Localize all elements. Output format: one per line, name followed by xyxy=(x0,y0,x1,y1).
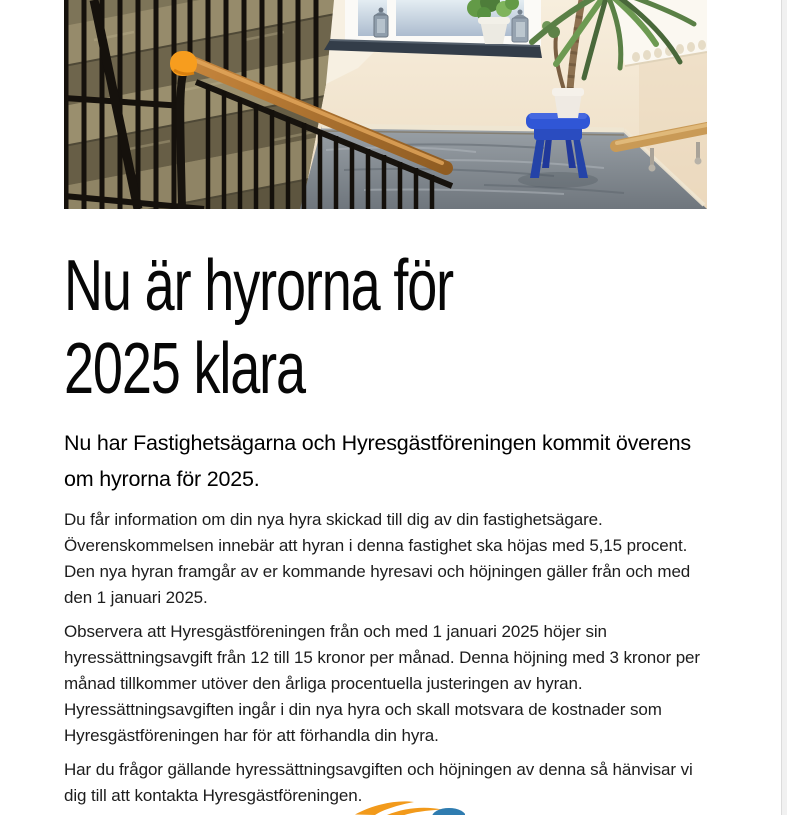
lead-paragraph: Nu har Fastighetsägarna och Hyresgästföreningen kommit överens om hyrorna för 2025. xyxy=(64,431,691,491)
page-title-line2: 2025 klara xyxy=(64,329,305,409)
scrollbar[interactable] xyxy=(781,0,787,815)
page-title xyxy=(64,245,546,411)
page-title-line1: Nu är hyrorna för xyxy=(64,246,454,326)
fastighetsagarna-logo xyxy=(353,800,465,815)
article-column xyxy=(64,0,707,809)
body-paragraph-3: Har du frågor gällande hyressättningsavgiften och höjningen av denna så hänvisar vi dig till att kontakta Hyresgästföreningen. xyxy=(64,760,693,805)
stairwell-photo xyxy=(64,0,707,209)
body-paragraph-2: Observera att Hyresgästföreningen från och med 1 januari 2025 höjer sin hyressättningsavgift från 12 till 15 kronor per månad. Denna höjning med 3 kronor per månad tillkommer utöver den årliga procentuella justeringen av hyran. Hyressättningsavgiften ingår i din nya hyra och skall motsvara de kostnader som Hyresgästföreningen har för att förhandla din hyra. xyxy=(64,622,700,745)
body-paragraph-1: Du får information om din nya hyra skickad till dig av din fastighetsägare. Överenskommelsen innebär att hyran i denna fastighet ska höjas med 5,15 procent. Den nya hyran framgår av er kommande hyresavi och höjningen gäller från och med den 1 januari 2025. xyxy=(64,510,691,607)
